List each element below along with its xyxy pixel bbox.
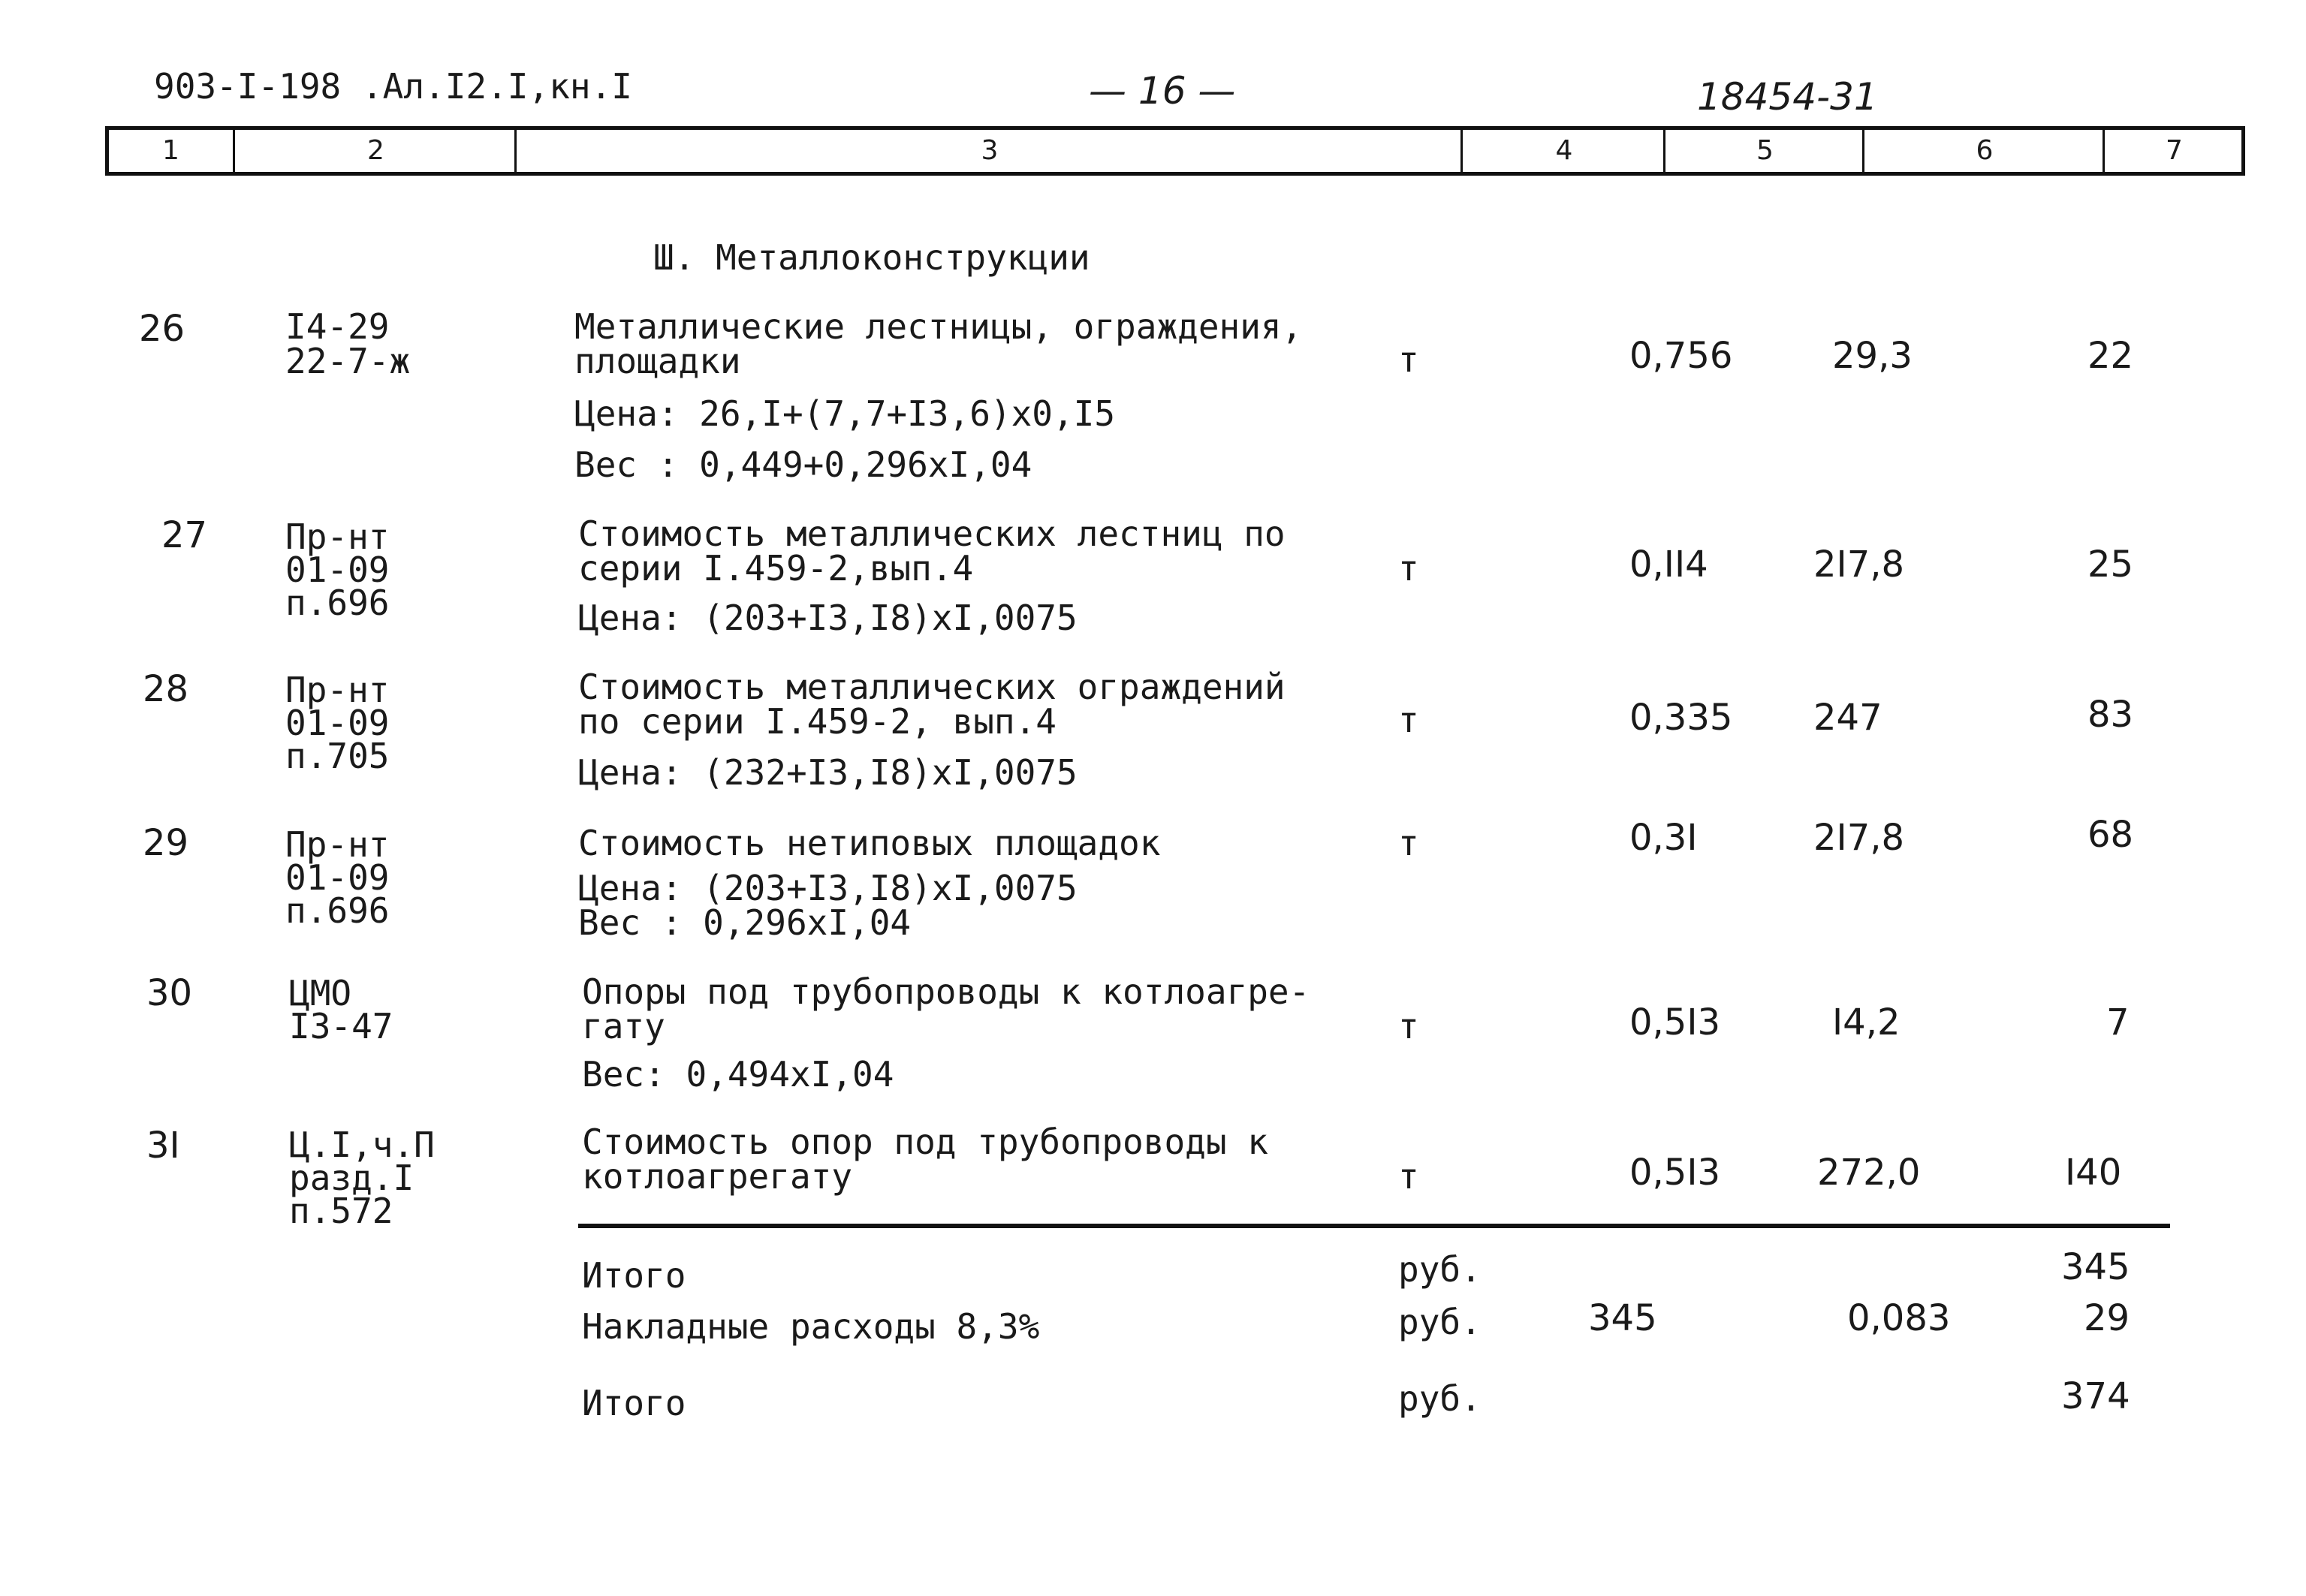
summary-unit: руб. (1398, 1302, 1482, 1342)
row-unit: т (1398, 823, 1419, 863)
row-description-line: площадки (574, 341, 741, 381)
row-unit: т (1398, 1006, 1419, 1046)
row-description-line: Стоимость металлических ограждений (578, 667, 1286, 707)
row-total: I40 (2065, 1152, 2122, 1194)
row-description-line: серии I.459-2,вып.4 (578, 548, 974, 589)
row-description-line: по серии I.459-2, вып.4 (578, 701, 1057, 742)
row-unit: т (1398, 548, 1419, 589)
row-description-line: гату (582, 1006, 665, 1046)
row-number: 26 (139, 308, 185, 350)
row-code-line: 01-09 (285, 703, 390, 743)
row-code-line: I3-47 (289, 1006, 393, 1046)
doc-code: 903-I-198 .Ал.I2.I,кн.I (154, 66, 632, 107)
row-description-line: Стоимость нетиповых площадок (578, 823, 1161, 863)
column-header: 1 (162, 135, 179, 166)
row-number: 30 (146, 972, 193, 1014)
row-number: 29 (143, 822, 189, 864)
column-header: 6 (1862, 130, 2105, 172)
row-total: 83 (2087, 694, 2134, 736)
row-unit: т (1398, 700, 1419, 740)
row-quantity: 0,756 (1629, 335, 1733, 377)
row-price: I4,2 (1832, 1001, 1901, 1043)
row-code-line: 22-7-ж (285, 341, 411, 381)
row-note: Цена: (203+I3,I8)xI,0075 (578, 868, 1078, 908)
row-price: 2I7,8 (1813, 817, 1905, 859)
summary-total: 374 (2061, 1375, 2130, 1417)
summary-label: Накладные расходы 8,3% (582, 1306, 1040, 1347)
row-price: 272,0 (1817, 1152, 1921, 1194)
row-unit: т (1398, 339, 1419, 380)
row-description-line: Стоимость металлических лестниц по (578, 513, 1286, 554)
row-unit: т (1398, 1156, 1419, 1197)
row-code-line: I4-29 (285, 306, 390, 347)
row-code-line: Пр-нт (285, 670, 390, 710)
row-note: Цена: 26,I+(7,7+I3,6)x0,I5 (574, 393, 1116, 434)
column-header: 3 (514, 130, 1463, 172)
section-title: Ш. Металлоконструкции (653, 237, 1090, 278)
row-number: 27 (161, 514, 208, 556)
summary-total: 29 (2084, 1297, 2130, 1339)
row-code-line: п.696 (285, 890, 390, 931)
row-note: Вес: 0,494xI,04 (582, 1054, 894, 1095)
row-description-line: Стоимость опор под трубопроводы к (582, 1122, 1268, 1162)
row-description-line: Опоры под трубопроводы к котлоагре- (582, 971, 1310, 1012)
row-description-line: котлоагрегату (582, 1156, 853, 1197)
summary-unit: руб. (1398, 1249, 1482, 1290)
column-header: 2 (233, 130, 517, 172)
row-code-line: п.705 (285, 736, 390, 776)
total-separator-line (578, 1224, 2170, 1228)
summary-base: 345 (1588, 1297, 1657, 1339)
column-header-bar (105, 126, 2245, 176)
row-code-line: разд.I (289, 1158, 414, 1198)
column-header: 5 (1663, 130, 1864, 172)
row-description-line: Металлические лестницы, ограждения, (574, 306, 1303, 347)
row-total: 22 (2087, 335, 2134, 377)
doc-number: 18454-31 (1697, 75, 1878, 119)
summary-label: Итого (582, 1255, 686, 1296)
row-code-line: Ц.I,ч.П (289, 1125, 435, 1165)
row-quantity: 0,5I3 (1629, 1152, 1721, 1194)
row-note: Цена: (203+I3,I8)xI,0075 (578, 598, 1078, 638)
row-quantity: 0,335 (1629, 697, 1733, 739)
row-total: 68 (2087, 814, 2134, 856)
row-code-line: 01-09 (285, 857, 390, 898)
summary-total: 345 (2061, 1246, 2130, 1288)
row-code-line: Пр-нт (285, 824, 390, 865)
summary-rate: 0,083 (1847, 1297, 1951, 1339)
row-price: 2I7,8 (1813, 544, 1905, 586)
row-number: 3I (146, 1125, 180, 1167)
row-note: Вес : 0,449+0,296xI,04 (574, 444, 1032, 485)
row-code-line: Пр-нт (285, 516, 390, 557)
page-number: — 16 — (1089, 69, 1236, 113)
row-quantity: 0,3I (1629, 817, 1698, 859)
row-total: 7 (2106, 1001, 2130, 1043)
row-quantity: 0,II4 (1629, 544, 1708, 586)
column-header: 4 (1460, 130, 1665, 172)
row-code-line: 01-09 (285, 550, 390, 590)
row-quantity: 0,5I3 (1629, 1001, 1721, 1043)
summary-label: Итого (582, 1383, 686, 1423)
summary-unit: руб. (1398, 1378, 1482, 1419)
row-price: 247 (1813, 697, 1882, 739)
column-header: 7 (2103, 130, 2244, 172)
row-price: 29,3 (1832, 335, 1913, 377)
row-note: Вес : 0,296xI,04 (578, 902, 912, 943)
row-number: 28 (143, 668, 189, 710)
row-note: Цена: (232+I3,I8)xI,0075 (578, 752, 1078, 793)
row-code-line: п.696 (285, 583, 390, 623)
row-code-line: ЦМО (289, 973, 352, 1013)
row-code-line: п.572 (289, 1191, 393, 1231)
row-total: 25 (2087, 544, 2134, 586)
